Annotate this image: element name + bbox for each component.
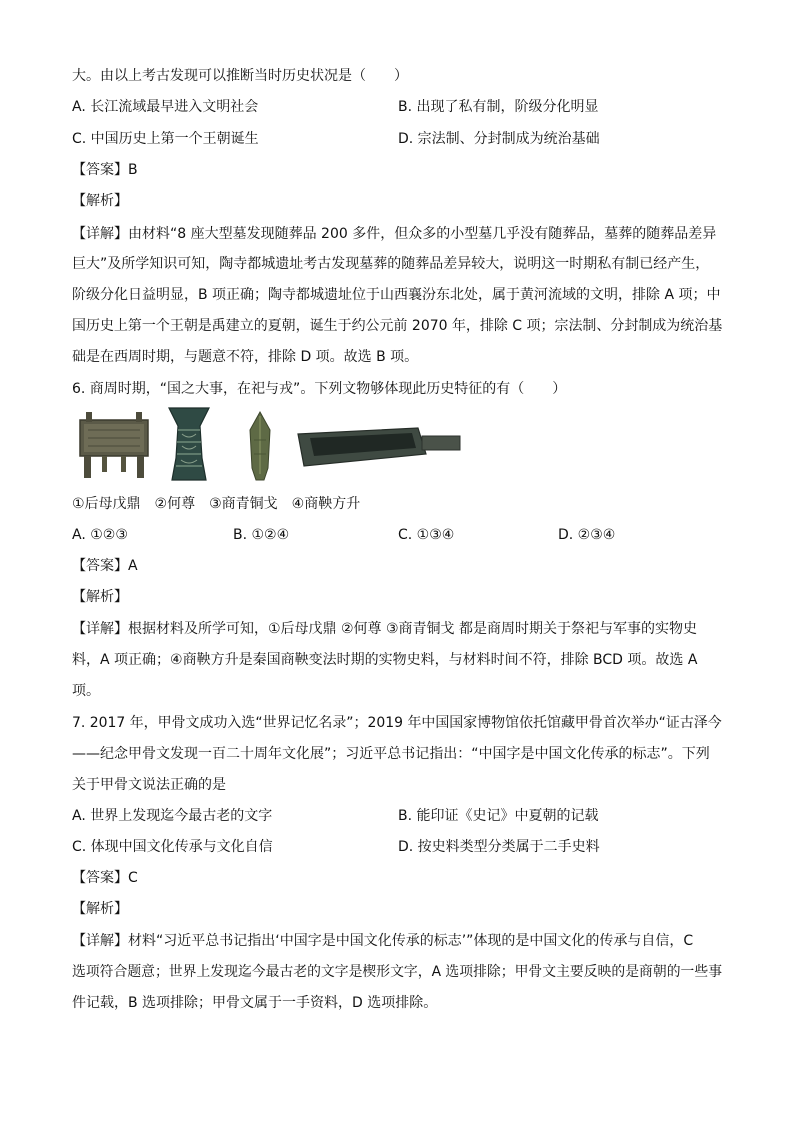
q5-answer: 【答案】B: [72, 162, 138, 178]
q5-detail-line: 阶级分化日益明显，B 项正确；陶寺都城遗址位于山西襄汾东北处，属于黄河流域的文明，排除 A 项；中: [72, 287, 721, 303]
q7-stem-line: 7. 2017 年，甲骨文成功入选“世界记忆名录”；2019 年中国国家博物馆依托馆藏甲骨首次举办“证古泽今: [72, 715, 722, 731]
q6-artifact-caption: ①后母戊鼎 ②何尊 ③商青铜戈 ④商鞅方升: [72, 496, 361, 512]
q6-option-d: D. ②③④: [558, 527, 616, 543]
q6-stem: 6. 商周时期，“国之大事，在祀与戎”。下列文物够体现此历史特征的有（ ）: [72, 381, 567, 397]
q7-option-d: D. 按史料类型分类属于二手史料: [398, 839, 600, 855]
houmuwu-ding-image: [76, 410, 152, 480]
q6-detail-line: 料，A 项正确；④商鞅方升是秦国商鞅变法时期的实物史料，与材料时间不符，排除 BCD 项。故选 A: [72, 652, 698, 668]
artifact-images: [76, 406, 476, 482]
q6-option-a: A. ①②③: [72, 527, 128, 543]
q6-option-b: B. ①②④: [233, 527, 290, 543]
q7-detail-line: 【详解】材料“习近平总书记指出‘中国字是中国文化传承的标志’”体现的是中国文化的传承与自信，C: [72, 933, 694, 949]
q7-detail-line: 选项符合题意；世界上发现迄今最古老的文字是楔形文字，A 选项排除；甲骨文主要反映的是商朝的一些事: [72, 964, 723, 980]
q7-answer: 【答案】C: [72, 870, 138, 886]
q7-option-a: A. 世界上发现迄今最古老的文字: [72, 808, 273, 824]
q5-detail-line: 【详解】由材料“8 座大型墓发现随葬品 200 多件，但众多的小型墓几乎没有随葬品，墓葬的随葬品差异: [72, 226, 717, 242]
q5-option-c: C. 中国历史上第一个王朝诞生: [72, 131, 259, 147]
q5-option-a: A. 长江流域最早进入文明社会: [72, 99, 259, 115]
q7-stem-line: 关于甲骨文说法正确的是: [72, 777, 226, 793]
q5-detail-line: 国历史上第一个王朝是禹建立的夏朝，诞生于约公元前 2070 年，排除 C 项；宗法制、分封制成为统治基: [72, 318, 723, 334]
q7-option-b: B. 能印证《史记》中夏朝的记载: [398, 808, 599, 824]
q6-option-c: C. ①③④: [398, 527, 455, 543]
q7-analysis-label: 【解析】: [72, 901, 128, 917]
q7-detail-line: 件记载，B 选项排除；甲骨文属于一手资料，D 选项排除。: [72, 995, 438, 1011]
q6-detail-line: 项。: [72, 683, 100, 699]
he-zun-image: [166, 406, 212, 482]
q6-answer: 【答案】A: [72, 558, 138, 574]
q5-analysis-label: 【解析】: [72, 193, 128, 209]
bronze-ge-image: [244, 410, 276, 482]
q5-detail-line: 巨大”及所学知识可知，陶寺都城遗址考古发现墓葬的随葬品差异较大，说明这一时期私有制已经产生，: [72, 256, 710, 272]
q5-option-d: D. 宗法制、分封制成为统治基础: [398, 131, 600, 147]
q7-option-c: C. 体现中国文化传承与文化自信: [72, 839, 273, 855]
q6-detail-line: 【详解】根据材料及所学可知，①后母戊鼎 ②何尊 ③商青铜戈 都是商周时期关于祭祀与军事的实物史: [72, 621, 698, 637]
q5-stem-tail: 大。由以上考古发现可以推断当时历史状况是（ ）: [72, 68, 408, 84]
q5-detail-line: 础是在西周时期，与题意不符，排除 D 项。故选 B 项。: [72, 349, 419, 365]
q6-analysis-label: 【解析】: [72, 589, 128, 605]
q7-stem-line: ——纪念甲骨文发现一百二十周年文化展”；习近平总书记指出：“中国字是中国文化传承的标志”。下列: [72, 746, 710, 762]
q5-option-b: B. 出现了私有制，阶级分化明显: [398, 99, 599, 115]
shangyang-fangsheng-image: [294, 424, 464, 470]
